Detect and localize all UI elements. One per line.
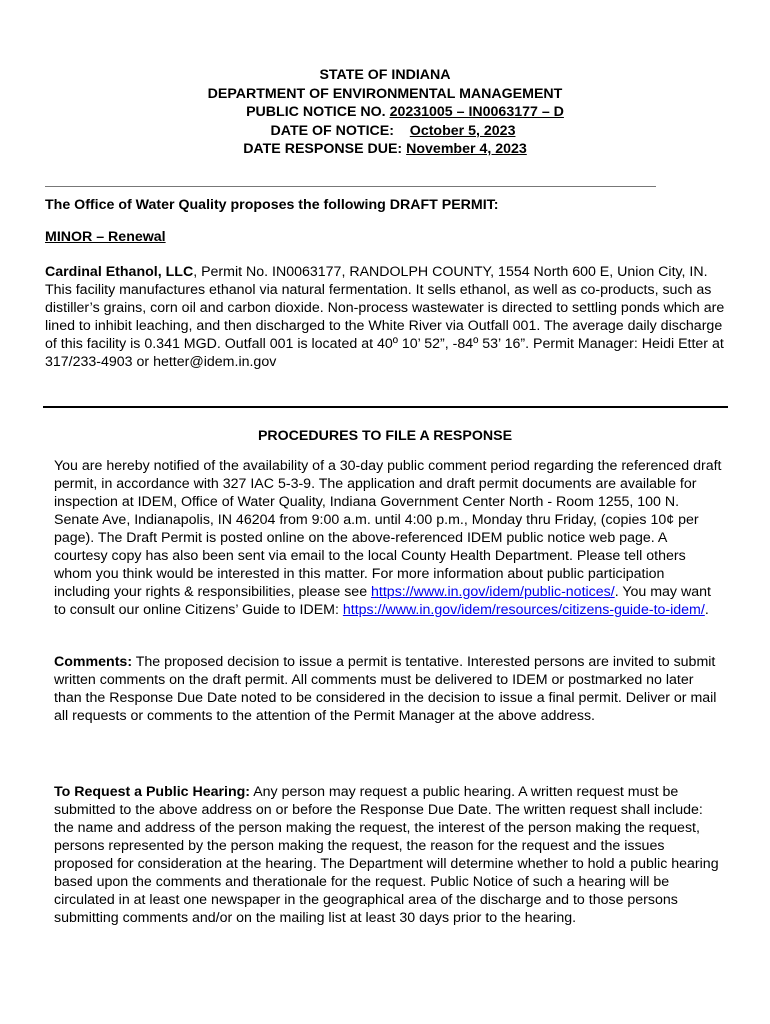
hearing-label: To Request a Public Hearing: xyxy=(54,784,251,800)
comments-paragraph xyxy=(54,653,724,725)
hearing-text: Any person may request a public hearing. A written request must be submitted to the above address on or before the Response Due Date. The written request shall include: the name and address of the person making the request, the interest of the person making the request, persons represented by the person making the request, the reason for the request and the issues proposed for consideration at the hearing. The Department will determine whether to hold a public hearing based upon the comments and therationale for the request. Public Notice of such a hearing will be circulated in at least one newspaper in the geographical area of the discharge and to those persons submitting comments and/or on the mailing list at least 30 days prior to the hearing. xyxy=(54,784,719,926)
section-divider xyxy=(43,406,728,408)
notice-number: 20231005 – IN0063177 – D xyxy=(389,104,564,120)
comments-text: The proposed decision to issue a permit is tentative. Interested persons are invited to submit written comments on the draft permit. All comments must be delivered to IDEM or postmarked no later than the Response Due Date noted to be considered in the decision to issue a final permit. Deliver or mail all requests or comments to the attention of the Permit Manager at the above address. xyxy=(54,654,717,724)
due-label: DATE RESPONSE DUE: xyxy=(243,141,403,157)
hearing-paragraph xyxy=(54,783,724,927)
procedures-paragraph xyxy=(54,457,724,619)
date-label: DATE OF NOTICE: xyxy=(270,122,394,139)
office-statement: The Office of Water Quality proposes the following DRAFT PERMIT: xyxy=(45,197,499,213)
notice-prefix: PUBLIC NOTICE NO. xyxy=(246,104,390,120)
date-value: October 5, 2023 xyxy=(409,122,516,139)
procedures-end: . xyxy=(704,602,709,618)
state-title: STATE OF INDIANA xyxy=(319,67,451,83)
date-of-notice xyxy=(0,122,770,141)
comments-label: Comments: xyxy=(54,654,133,670)
public-notices-link[interactable]: https://www.in.gov/idem/public-notices/ xyxy=(371,584,615,600)
date-response-due xyxy=(0,140,770,159)
citizens-guide-link[interactable]: https://www.in.gov/idem/resources/citizens-guide-to-idem/ xyxy=(342,602,705,618)
due-value: November 4, 2023 xyxy=(406,141,527,157)
facility-details: , Permit No. IN0063177, RANDOLPH COUNTY, 1554 North 600 E, Union City, IN. This facility manufactures ethanol via natural fermentation. It sells ethanol, as well as co-products, such as distiller’s grains, corn oil and carbon dioxide. Non-process wastewater is directed to settling ponds which are lined to inhibit leaching, and then discharged to the White River via Outfall 001. The average daily discharge of this facility is 0.341 MGD. Outfall 001 is located at 40º 10’ 52”, -84º 53’ 16”. Permit Manager: Heidi Etter at 317/233-4903 or hetter@idem.in.gov xyxy=(45,264,725,370)
header-divider xyxy=(45,186,656,187)
notice-header xyxy=(0,66,770,159)
procedures-mid: . You may want to consult our online Citizens’ Guide to IDEM: xyxy=(54,584,711,618)
permit-type: MINOR – Renewal xyxy=(45,229,166,245)
facility-name: Cardinal Ethanol, LLC xyxy=(45,264,194,280)
facility-description xyxy=(45,263,731,371)
procedures-title: PROCEDURES TO FILE A RESPONSE xyxy=(257,428,513,444)
procedures-intro: You are hereby notified of the availability of a 30-day public comment period regarding the referenced draft permit, in accordance with 327 IAC 5-3-9. The application and draft permit documents are available for inspection at IDEM, Office of Water Quality, Indiana Government Center North - Room 1255, 100 N. Senate Ave, Indianapolis, IN 46204 from 9:00 a.m. until 4:00 p.m., Monday thru Friday, (copies 10¢ per page). The Draft Permit is posted online on the above-referenced IDEM public notice web page. A courtesy copy has also been sent via email to the local County Health Department. Please tell others whom you think would be interested in this matter. For more information about public participation including your rights & responsibilities, please see xyxy=(54,458,722,600)
department-title: DEPARTMENT OF ENVIRONMENTAL MANAGEMENT xyxy=(207,85,563,102)
public-notice-number xyxy=(0,103,770,122)
